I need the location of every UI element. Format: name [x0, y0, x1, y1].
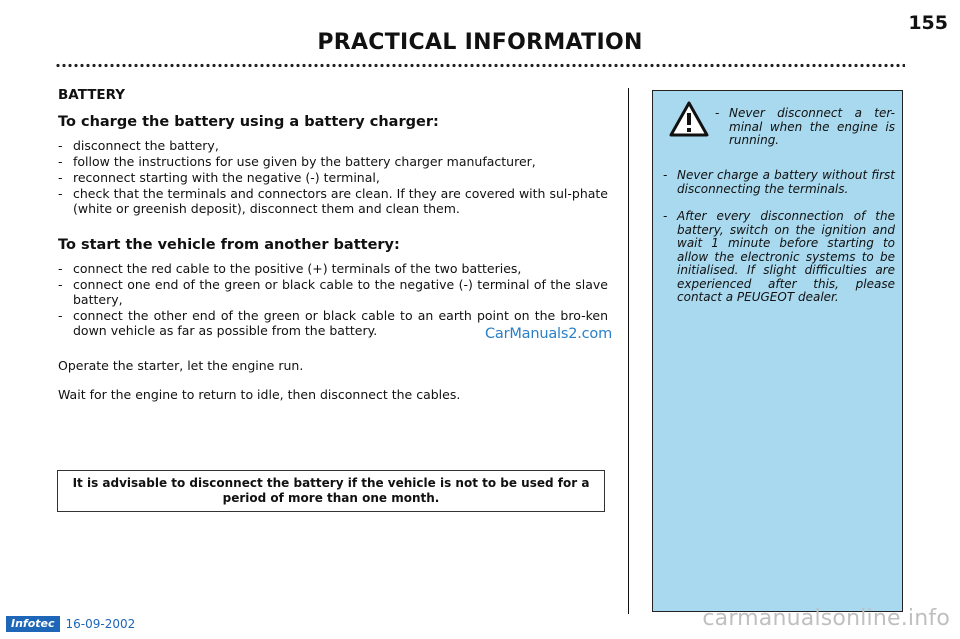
- charge-title: To charge the battery using a battery charger:: [58, 114, 439, 130]
- list-item: - follow the instructions for use given by the battery charger manufacturer,: [58, 154, 608, 169]
- start-title: To start the vehicle from another battery:: [58, 237, 400, 253]
- battery-section: [58, 88, 608, 416]
- warning-item: - Never charge a battery without first disconnecting the terminals.: [663, 168, 895, 196]
- list-item: - check that the terminals and connectors are clean. If they are covered with sul-phate (white or greenish deposit), disconnect them and clean them.: [58, 186, 608, 216]
- watermark-link[interactable]: CarManuals2.com: [485, 326, 613, 342]
- list-item: - connect the other end of the green or black cable to an earth point on the bro-ken down vehicle as far as possible from the battery.: [58, 308, 608, 338]
- paragraph-wait: Wait for the engine to return to idle, then disconnect the cables.: [58, 387, 461, 402]
- warning-item-text: Never charge a battery without first disconnecting the terminals.: [677, 168, 895, 196]
- warning-first-text: Never disconnect a ter-minal when the engine is running.: [729, 106, 895, 147]
- footer-date: 16-09-2002: [65, 617, 136, 631]
- footer: [6, 616, 135, 632]
- charge-steps-list: [58, 138, 608, 216]
- bottom-watermark[interactable]: carmanualsonline.info: [702, 606, 950, 631]
- section-heading: BATTERY: [58, 87, 126, 103]
- list-item: - connect one end of the green or black cable to the negative (-) terminal of the slave battery,: [58, 277, 608, 307]
- column-divider: [628, 88, 629, 614]
- brand-logo: Infotec: [6, 616, 60, 632]
- list-item: - connect the red cable to the positive (+) terminals of the two batteries,: [58, 261, 608, 276]
- warning-item: - After every disconnection of the battery, switch on the ignition and wait 1 minute before starting to allow the electronic systems to be initialised. If slight difficulties are experienced after this, please contact a PEUGEOT dealer.: [663, 209, 895, 304]
- warning-first: - Never disconnect a ter-minal when the engine is running.: [715, 106, 895, 147]
- warning-item-text: After every disconnection of the battery, switch on the ignition and wait 1 minute before starting to allow the electronic systems to be initialised. If slight difficulties are experienced after this, please contact a PEUGEOT dealer.: [677, 209, 895, 304]
- page-title: PRACTICAL INFORMATION: [317, 30, 643, 55]
- warning-panel: [652, 90, 903, 612]
- list-item: - disconnect the battery,: [58, 138, 608, 153]
- list-item: - reconnect starting with the negative (-) terminal,: [58, 170, 608, 185]
- paragraph-operate: Operate the starter, let the engine run.: [58, 358, 304, 373]
- page-number: 155: [908, 12, 948, 34]
- warning-list: [663, 169, 895, 319]
- warning-triangle-icon: [669, 101, 709, 137]
- dotted-divider: [55, 63, 905, 68]
- notice-box: It is advisable to disconnect the battery if the vehicle is not to be used for a period of more than one month.: [57, 470, 605, 512]
